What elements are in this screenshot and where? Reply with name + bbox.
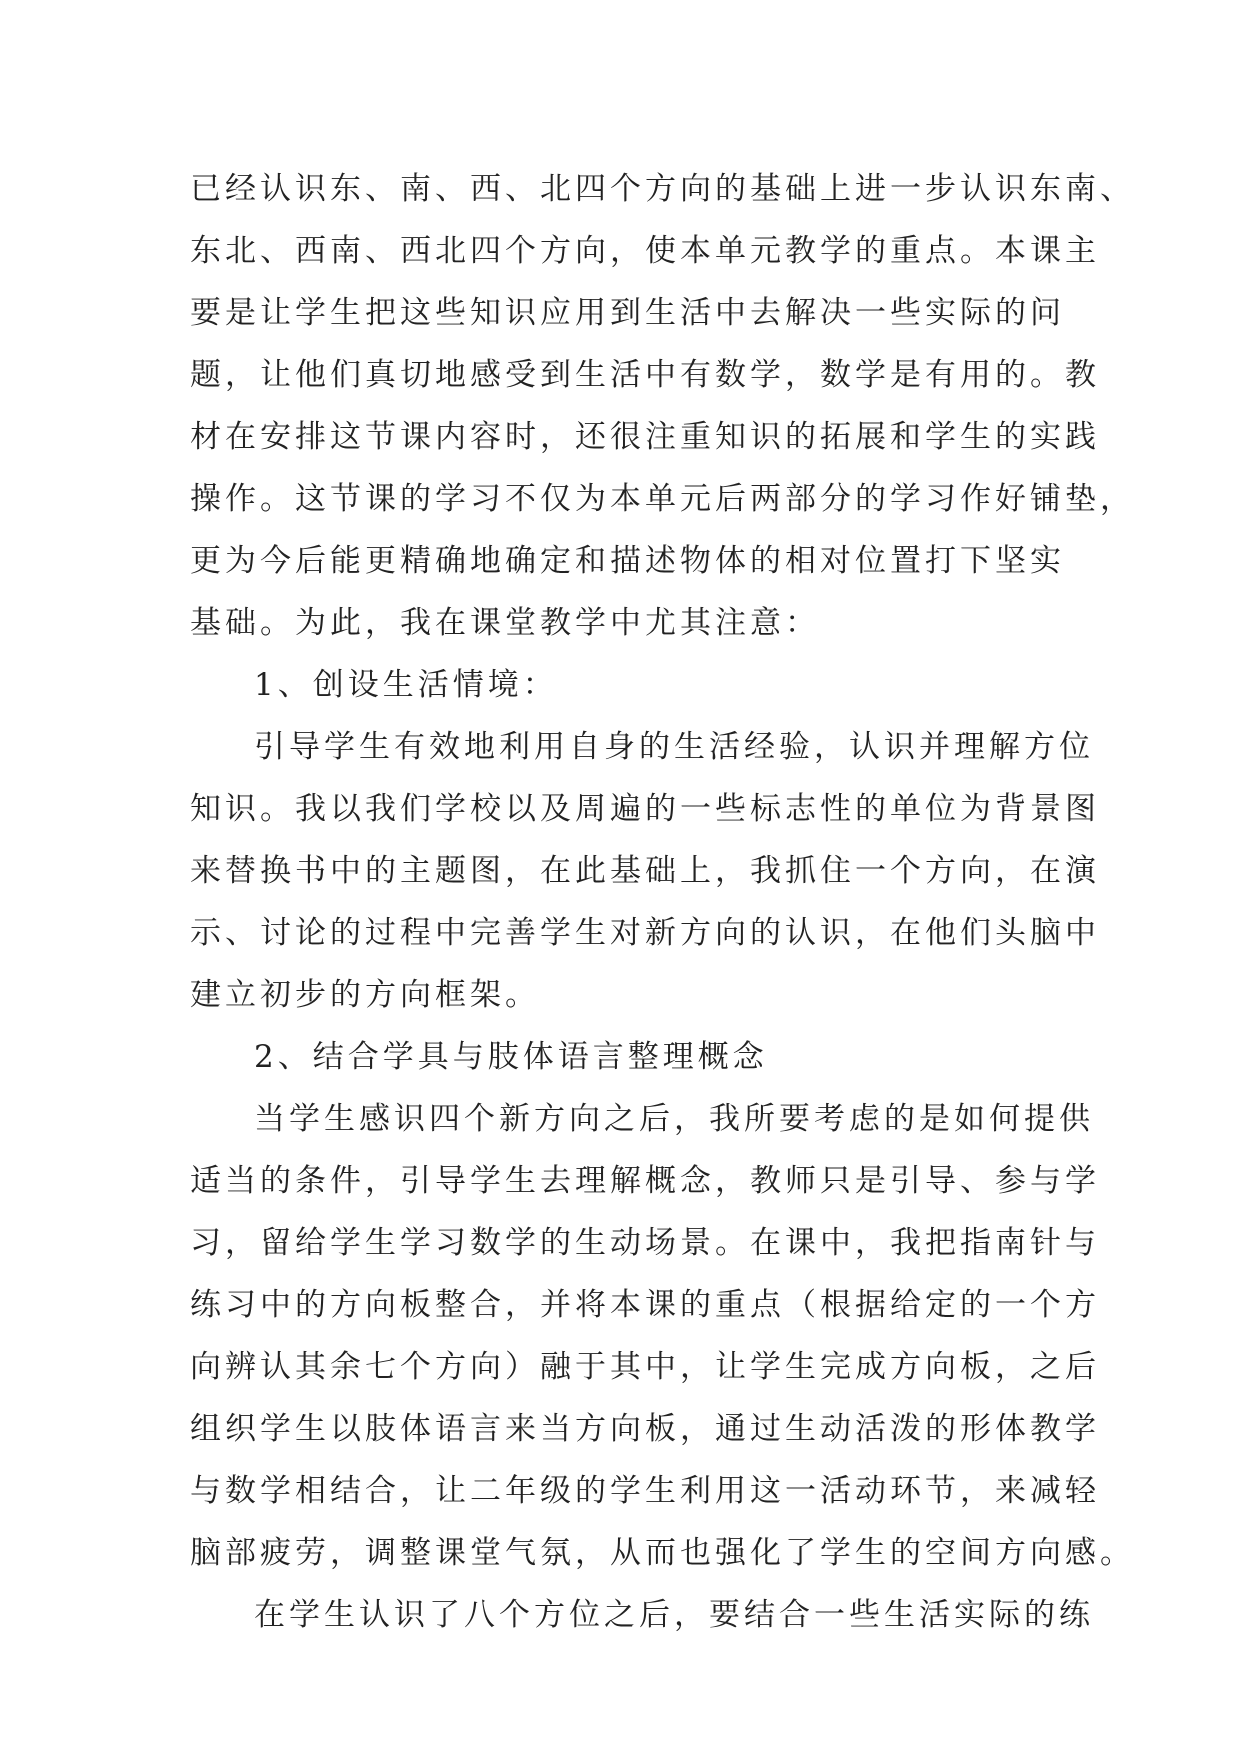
text-line: 已经认识东、南、西、北四个方向的基础上进一步认识东南、 — [190, 171, 1135, 207]
text-line: 向辨认其余七个方向）融于其中，让学生完成方向板，之后 — [190, 1349, 1100, 1385]
text-line: 练习中的方向板整合，并将本课的重点（根据给定的一个方 — [190, 1287, 1100, 1323]
document-body — [190, 158, 1135, 1646]
text-line: 题，让他们真切地感受到生活中有数学，数学是有用的。教 — [190, 357, 1100, 393]
text-line: 1、创设生活情境： — [254, 667, 558, 703]
text-line: 2、结合学具与肢体语言整理概念 — [254, 1039, 768, 1075]
text-line: 建立初步的方向框架。 — [190, 977, 540, 1013]
text-line: 操作。这节课的学习不仅为本单元后两部分的学习作好铺垫， — [190, 481, 1135, 517]
text-line: 基础。为此，我在课堂教学中尤其注意： — [190, 605, 820, 641]
text-line: 示、讨论的过程中完善学生对新方向的认识，在他们头脑中 — [190, 915, 1100, 951]
text-line: 引导学生有效地利用自身的生活经验，认识并理解方位 — [254, 729, 1094, 765]
text-line: 脑部疲劳，调整课堂气氛，从而也强化了学生的空间方向感。 — [190, 1535, 1135, 1571]
text-line: 习，留给学生学习数学的生动场景。在课中，我把指南针与 — [190, 1225, 1100, 1261]
text-line: 材在安排这节课内容时，还很注重知识的拓展和学生的实践 — [190, 419, 1100, 455]
text-line: 东北、西南、西北四个方向，使本单元教学的重点。本课主 — [190, 233, 1100, 269]
text-line: 来替换书中的主题图，在此基础上，我抓住一个方向，在演 — [190, 853, 1100, 889]
text-line: 知识。我以我们学校以及周遍的一些标志性的单位为背景图 — [190, 791, 1100, 827]
text-line: 在学生认识了八个方位之后，要结合一些生活实际的练 — [254, 1597, 1094, 1633]
text-line: 组织学生以肢体语言来当方向板，通过生动活泼的形体教学 — [190, 1411, 1100, 1447]
text-line: 更为今后能更精确地确定和描述物体的相对位置打下坚实 — [190, 543, 1065, 579]
text-line: 与数学相结合，让二年级的学生利用这一活动环节，来减轻 — [190, 1473, 1100, 1509]
text-line: 当学生感识四个新方向之后，我所要考虑的是如何提供 — [254, 1101, 1094, 1137]
text-line: 要是让学生把这些知识应用到生活中去解决一些实际的问 — [190, 295, 1065, 331]
text-line: 适当的条件，引导学生去理解概念，教师只是引导、参与学 — [190, 1163, 1100, 1199]
